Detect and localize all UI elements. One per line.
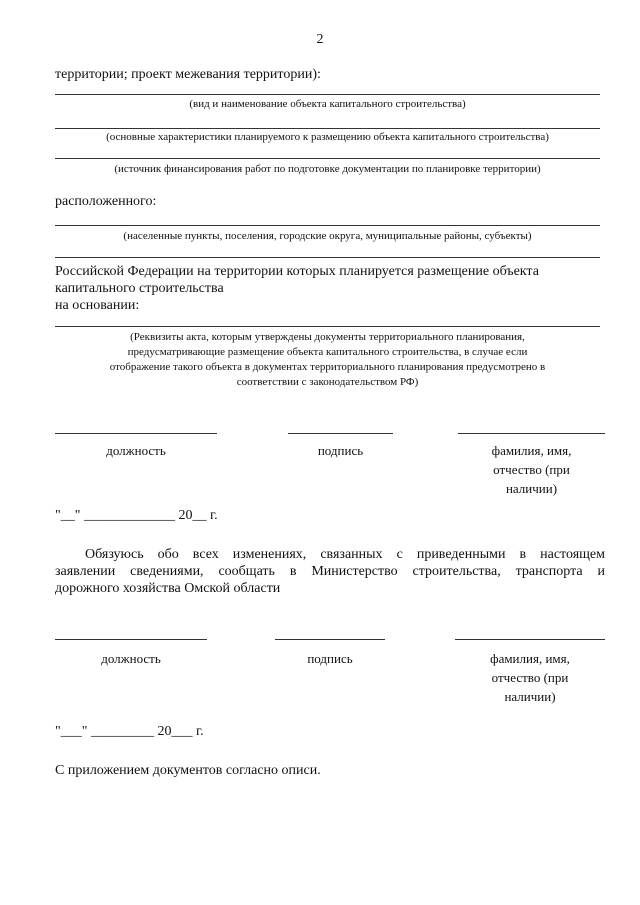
date-month-field-2[interactable]: _________	[90, 724, 154, 739]
date-year-prefix-2: 20	[157, 724, 172, 739]
date-year-field-1[interactable]: __	[192, 508, 207, 523]
object-name-caption: (вид и наименование объекта капитального строительства)	[189, 98, 466, 110]
name-label-1-line-2: отчество (при	[493, 462, 570, 477]
name-field-line-1[interactable]	[458, 433, 605, 434]
act-details-caption-line-1: (Реквизиты акта, которым утверждены документы территориального планирования,	[130, 331, 525, 343]
date-line-2	[55, 723, 204, 740]
position-field-line-1[interactable]	[55, 433, 217, 434]
obligation-line-3: дорожного хозяйства Омской области	[55, 581, 281, 596]
date-quote-open-1: "	[55, 508, 61, 523]
attachments-line: С приложением документов согласно описи.	[55, 763, 321, 778]
basis-label: на основании:	[55, 298, 140, 313]
date-quote-open-2: "	[55, 724, 61, 739]
date-day-field-1[interactable]: __	[60, 508, 75, 523]
date-month-field-1[interactable]: _____________	[83, 508, 175, 523]
signature-field-line-2[interactable]	[275, 639, 385, 640]
signature-label-1: подпись	[317, 443, 364, 458]
act-details-caption-line-2: предусматривающие размещение объекта капитального строительства, в случае если	[127, 346, 528, 358]
date-year-prefix-1: 20	[178, 508, 193, 523]
page-number: 2	[316, 32, 324, 47]
date-quote-close-2: "	[81, 724, 88, 739]
territory-project-line: территории; проект межевания территории):	[55, 67, 321, 82]
date-line-1	[55, 507, 218, 524]
date-quote-close-1: "	[74, 508, 81, 523]
name-field-line-2[interactable]	[455, 639, 605, 640]
rf-separator-line	[55, 257, 600, 258]
act-details-caption-line-4: соответствии с законодательством РФ)	[236, 376, 419, 388]
signature-field-line-1[interactable]	[288, 433, 393, 434]
object-name-field-line[interactable]	[55, 94, 600, 95]
rf-territory-line-2: капитального строительства	[55, 281, 224, 296]
rf-territory-line-1: Российской Федерации на территории которых планируется размещение объекта	[55, 264, 539, 279]
name-label-1	[458, 441, 605, 498]
name-label-1-line-3: наличии)	[505, 481, 558, 496]
date-suffix-1: г.	[206, 508, 218, 523]
position-label-1: должность	[106, 443, 166, 458]
financing-field-line[interactable]	[55, 158, 600, 159]
act-details-caption-line-3: отображение такого объекта в документах территориального планирования предусмотрено в	[109, 361, 546, 373]
date-day-field-2[interactable]: ___	[60, 724, 82, 739]
obligation-line-2: заявлении сведениями, сообщать в Министерство строительства, транспорта и	[55, 564, 605, 579]
name-label-2-line-1: фамилия, имя,	[490, 651, 570, 666]
name-label-2	[455, 649, 605, 706]
settlements-field-line[interactable]	[55, 225, 600, 226]
name-label-2-line-2: отчество (при	[491, 670, 569, 685]
act-details-field-line[interactable]	[55, 326, 600, 327]
obligation-line-1: Обязуюсь обо всех изменениях, связанных с приведенными в настоящем	[85, 547, 605, 562]
financing-caption: (источник финансирования работ по подготовке документации по планировке территории)	[114, 163, 541, 175]
settlements-caption: (населенные пункты, поселения, городские округа, муниципальные районы, субъекты)	[123, 230, 532, 242]
located-label: расположенного:	[55, 194, 157, 209]
characteristics-caption: (основные характеристики планируемого к размещению объекта капитального строительства)	[106, 131, 549, 143]
signature-label-2: подпись	[307, 651, 353, 666]
name-label-1-line-1: фамилия, имя,	[491, 443, 572, 458]
name-label-2-line-3: наличии)	[504, 689, 556, 704]
characteristics-field-line[interactable]	[55, 128, 600, 129]
position-field-line-2[interactable]	[55, 639, 207, 640]
date-year-field-2[interactable]: ___	[171, 724, 193, 739]
position-label-2: должность	[101, 651, 161, 666]
date-suffix-2: г.	[192, 724, 204, 739]
